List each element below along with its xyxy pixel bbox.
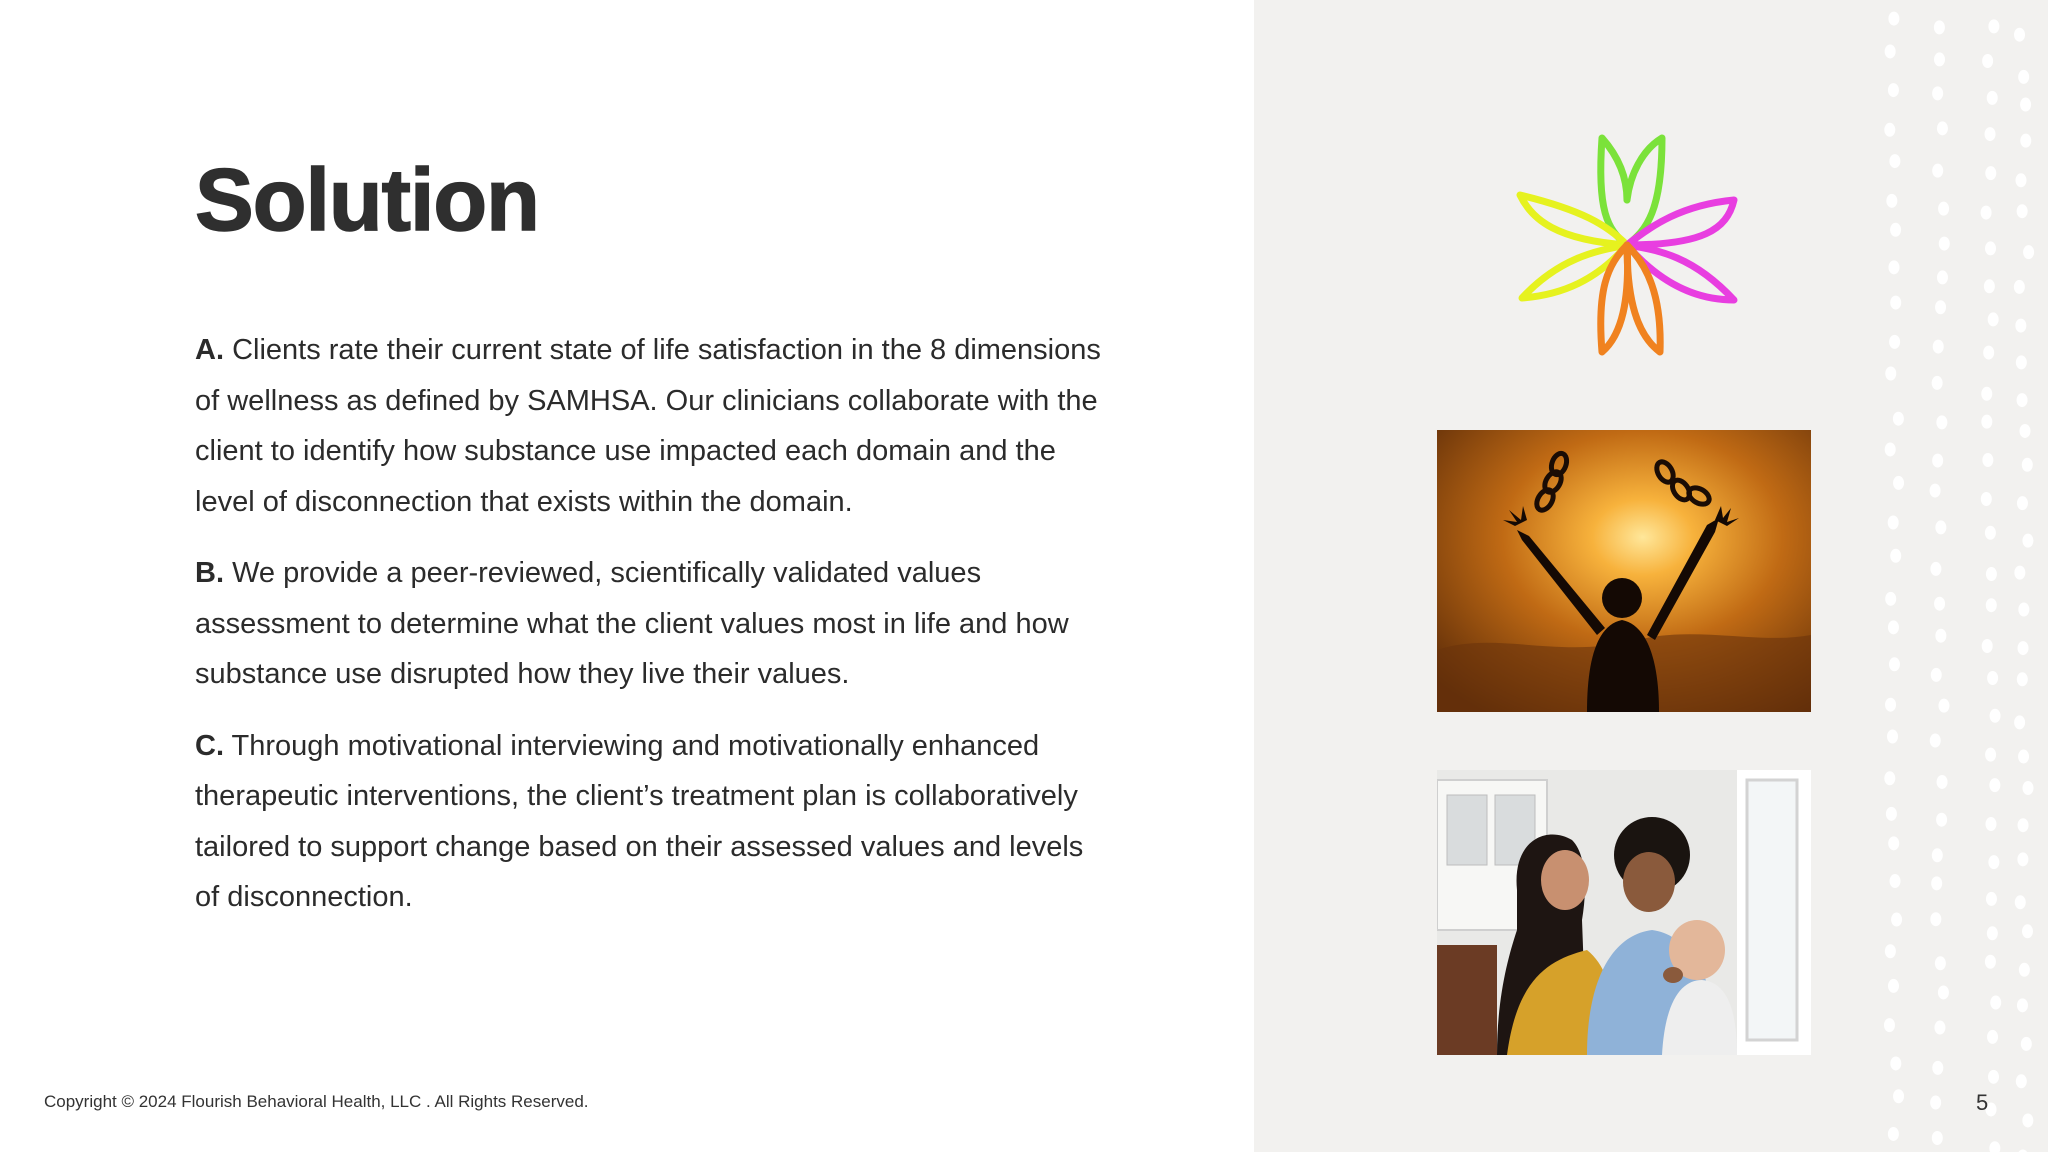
paragraph-b bbox=[195, 548, 1115, 700]
decorative-dot bbox=[1932, 454, 1943, 468]
decorative-dot bbox=[1982, 453, 1993, 467]
decorative-dot bbox=[1981, 492, 1992, 506]
page-number: 5 bbox=[1976, 1090, 1989, 1115]
decorative-dot bbox=[2014, 28, 2025, 42]
decorative-dot bbox=[1930, 484, 1941, 498]
decorative-dot bbox=[1885, 44, 1896, 58]
decorative-dot bbox=[1884, 1018, 1895, 1032]
decorative-dot bbox=[1930, 562, 1941, 576]
decorative-dot bbox=[1930, 912, 1941, 926]
decorative-dot bbox=[1886, 807, 1897, 821]
decorative-dot bbox=[2017, 496, 2028, 510]
decorative-dot bbox=[2017, 204, 2028, 218]
decorative-dot bbox=[1893, 1089, 1904, 1103]
decorative-dot bbox=[2016, 173, 2027, 187]
decorative-dot bbox=[1885, 698, 1896, 712]
decorative-dot bbox=[1931, 876, 1942, 890]
decorative-dot bbox=[1931, 668, 1942, 682]
paragraph-c bbox=[195, 721, 1115, 923]
decorative-dot bbox=[1935, 300, 1946, 314]
decorative-dot bbox=[1990, 996, 2001, 1010]
decorative-dot bbox=[2017, 852, 2028, 866]
decorative-dot bbox=[1888, 516, 1899, 530]
flower-logo-icon bbox=[1512, 130, 1742, 360]
paragraph-c-label: C. bbox=[195, 729, 224, 762]
decorative-dot bbox=[1890, 1056, 1901, 1070]
decorative-dot bbox=[1888, 260, 1899, 274]
decorative-dot bbox=[1985, 526, 1996, 540]
decorative-dot bbox=[1885, 592, 1896, 606]
decorative-dot bbox=[1932, 848, 1943, 862]
decorative-dot bbox=[1985, 241, 1996, 255]
decorative-dot bbox=[1884, 771, 1895, 785]
decorative-dot bbox=[1937, 121, 1948, 135]
paragraph-b-text: We provide a peer-reviewed, scientifically validated values assessment to determine what the client values most in life and how substance use disrupted how they live their values. bbox=[195, 557, 1069, 690]
decorative-dot bbox=[1888, 1127, 1899, 1141]
paragraph-a-label: A. bbox=[195, 334, 224, 366]
decorative-dot bbox=[2014, 566, 2025, 580]
decorative-dot bbox=[1983, 346, 1994, 360]
decorative-dot bbox=[2017, 393, 2028, 407]
decorative-dot bbox=[2018, 818, 2029, 832]
decorative-dot bbox=[2016, 1074, 2027, 1088]
decorative-dot bbox=[1982, 54, 1993, 68]
paragraph-a-text: Clients rate their current state of life satisfaction in the 8 dimensions of wellness as defined by SAMHSA. Our clinicians collaborate with the client to identify how substance use impacted each domain and the level of disconnection that exists within the domain. bbox=[195, 334, 1101, 518]
decorative-dot bbox=[1888, 836, 1899, 850]
decorative-dot bbox=[1930, 1096, 1941, 1110]
decorative-dot bbox=[1988, 19, 1999, 33]
copyright-footer: Copyright © 2024 Flourish Behavioral Health, LLC . All Rights Reserved. bbox=[44, 1092, 589, 1111]
decorative-dot bbox=[1935, 520, 1946, 534]
decorative-dot bbox=[2019, 963, 2030, 977]
decorative-dot bbox=[1981, 415, 1992, 429]
decorative-dot bbox=[2022, 1113, 2033, 1127]
decorative-dot bbox=[2022, 534, 2033, 548]
decorative-dot bbox=[2018, 603, 2029, 617]
decorative-dot bbox=[1988, 312, 1999, 326]
decorative-dot bbox=[1935, 629, 1946, 643]
decorative-dot bbox=[1938, 699, 1949, 713]
decorative-dot bbox=[1934, 1021, 1945, 1035]
decorative-dot bbox=[1887, 730, 1898, 744]
decorative-dot bbox=[1987, 671, 1998, 685]
decorative-dot bbox=[1936, 415, 1947, 429]
decorative-dot bbox=[1885, 944, 1896, 958]
decorative-dot bbox=[1938, 985, 1949, 999]
decorative-dot bbox=[1893, 412, 1904, 426]
decorative-dot bbox=[1987, 1030, 1998, 1044]
decorative-dot bbox=[1985, 748, 1996, 762]
decorative-dot bbox=[1933, 340, 1944, 354]
family-photo bbox=[1437, 770, 1811, 1055]
decorative-dot bbox=[1988, 1070, 1999, 1084]
decorative-dot bbox=[1932, 164, 1943, 178]
paragraph-b-label: B. bbox=[195, 557, 224, 589]
decorative-dot bbox=[1984, 279, 1995, 293]
decorative-dot bbox=[2020, 98, 2031, 112]
decorative-dot bbox=[2016, 355, 2027, 369]
decorative-dot bbox=[1985, 955, 1996, 969]
decorative-dot bbox=[1890, 296, 1901, 310]
decorative-dot bbox=[2021, 1037, 2032, 1051]
paragraph-a bbox=[195, 325, 1115, 527]
decorative-dot bbox=[1893, 476, 1904, 490]
decorative-dot bbox=[2022, 924, 2033, 938]
decorative-dot bbox=[2019, 424, 2030, 438]
decorative-dot bbox=[1986, 598, 1997, 612]
decorative-dot bbox=[1888, 979, 1899, 993]
decorative-dot bbox=[2018, 750, 2029, 764]
paragraph-c-text: Through motivational interviewing and motivationally enhanced therapeutic interventions, the client’s treatment plan is collaboratively tailored to support change based on their assessed values and levels of disconnection. bbox=[195, 729, 1084, 913]
body-text bbox=[195, 325, 1115, 944]
decorative-dot bbox=[1986, 892, 1997, 906]
decorative-dot bbox=[1935, 956, 1946, 970]
decorative-dot bbox=[1989, 1141, 2000, 1152]
decorative-dot bbox=[1932, 376, 1943, 390]
decorative-dot bbox=[1890, 874, 1901, 888]
decorative-dot bbox=[1990, 709, 2001, 723]
decorative-dot bbox=[1939, 237, 1950, 251]
decorative-dot bbox=[2023, 781, 2034, 795]
decorative-dot bbox=[1981, 206, 1992, 220]
decorative-dot bbox=[1981, 387, 1992, 401]
decorative-dot bbox=[1937, 270, 1948, 284]
decorative-dot bbox=[1889, 335, 1900, 349]
decorative-dot bbox=[1938, 202, 1949, 216]
decorative-dot bbox=[1932, 1131, 1943, 1145]
decorative-dot bbox=[1985, 166, 1996, 180]
decorative-dot bbox=[2014, 715, 2025, 729]
decorative-dot bbox=[1985, 817, 1996, 831]
decorative-dot bbox=[1936, 813, 1947, 827]
decorative-dot bbox=[1890, 549, 1901, 563]
decorative-dot bbox=[1886, 194, 1897, 208]
decorative-dot bbox=[2018, 641, 2029, 655]
decorative-dot bbox=[1889, 154, 1900, 168]
decorative-dot bbox=[1888, 620, 1899, 634]
decorative-dot bbox=[1889, 657, 1900, 671]
decorative-dot bbox=[1985, 127, 1996, 141]
decorative-dot bbox=[2020, 134, 2031, 148]
decorative-dot bbox=[2017, 672, 2028, 686]
decorative-dot bbox=[1891, 913, 1902, 927]
decorative-dot bbox=[1888, 83, 1899, 97]
decorative-dot bbox=[1890, 223, 1901, 237]
decorative-dot bbox=[1982, 639, 1993, 653]
decorative-dot bbox=[1934, 20, 1945, 34]
decorative-dot bbox=[1884, 123, 1895, 137]
decorative-dot bbox=[1888, 12, 1899, 26]
decorative-dot bbox=[1934, 52, 1945, 66]
decorative-dot bbox=[1934, 597, 1945, 611]
decorative-dot bbox=[2015, 319, 2026, 333]
breaking-chains-photo bbox=[1437, 430, 1811, 712]
decorative-dot bbox=[1989, 778, 2000, 792]
decorative-dot bbox=[1986, 567, 1997, 581]
decorative-dot bbox=[1885, 367, 1896, 381]
decorative-dot bbox=[1987, 91, 1998, 105]
decorative-dot bbox=[1988, 855, 1999, 869]
decorative-dot bbox=[1937, 775, 1948, 789]
decorative-dot bbox=[1930, 734, 1941, 748]
slide-title: Solution bbox=[195, 150, 539, 249]
decorative-dot bbox=[1932, 1061, 1943, 1075]
decorative-dot bbox=[1987, 926, 1998, 940]
decorative-dot bbox=[2015, 895, 2026, 909]
decorative-dot bbox=[2014, 280, 2025, 294]
decorative-dot bbox=[2017, 998, 2028, 1012]
decorative-dot bbox=[2023, 245, 2034, 259]
decorative-dot bbox=[1885, 442, 1896, 456]
decorative-dot bbox=[1932, 86, 1943, 100]
decorative-dot bbox=[2018, 70, 2029, 84]
decorative-dot bbox=[2022, 458, 2033, 472]
